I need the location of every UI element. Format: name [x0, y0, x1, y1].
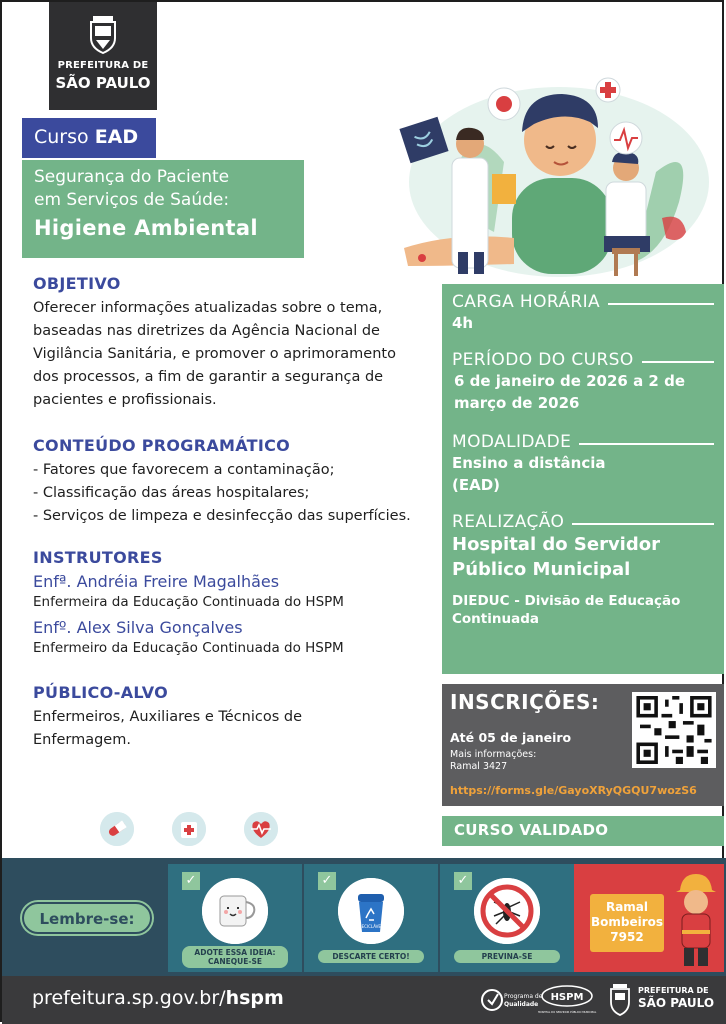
instructor-role: Enfermeiro da Educação Continuada do HSPM	[33, 640, 344, 656]
reminder-tag: DESCARTE CERTO!	[318, 950, 424, 963]
registration-box	[442, 684, 724, 806]
course-info-panel	[442, 284, 724, 674]
realizacao-label: REALIZAÇÃO	[452, 512, 565, 532]
bombeiros-line-1: Ramal	[605, 900, 649, 914]
instructor-name: Enfª. Andréia Freire Magalhães	[33, 572, 280, 591]
inscricoes-heading: INSCRIÇÕES:	[450, 690, 600, 714]
objetivo-heading: OBJETIVO	[33, 274, 121, 293]
title-line-2: em Serviços de Saúde:	[34, 190, 230, 210]
carga-label: CARGA HORÁRIA	[452, 292, 601, 312]
instructor-role: Enfermeira da Educação Continuada do HSPM	[33, 594, 344, 610]
registration-link[interactable]: https://forms.gle/GayoXRyQGQU7wozS6	[450, 784, 697, 797]
modalidade-value-1: Ensino a distância	[452, 454, 606, 472]
divider	[572, 523, 714, 525]
site-prefix: prefeitura.sp.gov.br/	[32, 987, 226, 1009]
logo-line-2: SÃO PAULO	[55, 74, 151, 92]
bin-label: RECICLÁVEL	[358, 924, 384, 929]
course-title	[22, 160, 304, 258]
heartbeat-icon	[244, 812, 278, 846]
quality-text-2: Qualidade	[504, 1001, 539, 1008]
realizacao-value-1: Hospital do Servidor	[452, 534, 660, 555]
medical-kit-icon	[172, 812, 206, 846]
site-link[interactable]	[32, 987, 284, 1009]
conteudo-list	[33, 459, 425, 528]
realizacao-sub-2: Continuada	[452, 611, 539, 627]
list-item: - Serviços de limpeza e desinfecção das superfícies.	[33, 508, 411, 524]
modalidade-label: MODALIDADE	[452, 432, 572, 452]
hspm-sub-text: HOSPITAL DO SERVIDOR PÚBLICO MUNICIPAL	[537, 1011, 597, 1014]
list-item: - Fatores que favorecem a contaminação;	[33, 462, 335, 478]
realizacao-value-2: Público Municipal	[452, 559, 631, 580]
quality-program-logo	[480, 984, 543, 1016]
bombeiros-line-2: Bombeiros	[590, 915, 664, 929]
hspm-text: HSPM	[550, 992, 584, 1003]
city-crest-icon	[87, 16, 119, 54]
instrutores-heading: INSTRUTORES	[33, 548, 163, 567]
qr-code-icon	[636, 696, 712, 764]
carga-value: 4h	[452, 314, 474, 332]
instructor	[33, 571, 425, 611]
validated-badge: CURSO VALIDADO	[442, 816, 724, 846]
publico-heading: PÚBLICO-ALVO	[33, 683, 169, 702]
recycle-bin-icon	[338, 878, 404, 944]
firefighter-icon	[672, 870, 718, 968]
footer-pref-1: PREFEITURA DE	[638, 986, 709, 995]
instructor-name: Enfº. Alex Silva Gonçalves	[33, 618, 243, 637]
divider	[642, 361, 714, 363]
bombeiros-line-3: 7952	[610, 930, 644, 944]
more-info-ramal: Ramal 3427	[450, 761, 508, 772]
tag-line-2: CANEQUE-SE	[208, 957, 262, 966]
divider	[608, 303, 714, 305]
course-type-badge	[22, 118, 156, 158]
tag-line-1: ADOTE ESSA IDEIA:	[194, 948, 276, 957]
modalidade-value-2: (EAD)	[452, 476, 501, 494]
mug-icon	[202, 878, 268, 944]
divider	[579, 443, 714, 445]
course-details	[33, 274, 425, 752]
carga-label-row	[452, 292, 724, 312]
logo-line-1: PREFEITURA DE	[57, 60, 149, 71]
periodo-value: 6 de janeiro de 2026 a 2 de março de 2026	[454, 372, 685, 412]
deadline: Até 05 de janeiro	[450, 730, 572, 745]
instructor	[33, 617, 425, 657]
title-line-1: Segurança do Paciente	[34, 167, 230, 187]
periodo-label: PERÍODO DO CURSO	[452, 350, 634, 370]
check-icon: ✓	[318, 872, 336, 890]
reminder-tag	[182, 946, 288, 968]
check-icon: ✓	[182, 872, 200, 890]
more-info-label: Mais informações:	[450, 749, 537, 760]
badge-strong: EAD	[94, 126, 139, 148]
periodo-label-row	[452, 350, 724, 370]
reminder-card-mug	[168, 864, 302, 972]
title-line-3: Higiene Ambiental	[34, 216, 258, 240]
health-illustration	[394, 62, 714, 284]
badge-prefix: Curso	[34, 126, 89, 148]
pill-icon	[100, 812, 134, 846]
qr-code[interactable]	[632, 692, 716, 768]
no-mosquito-icon	[474, 878, 540, 944]
hspm-logo	[537, 984, 597, 1016]
realizacao-label-row	[452, 512, 724, 532]
quality-text-1: Programa de	[504, 993, 543, 1000]
footer-pref-2: SÃO PAULO	[638, 996, 715, 1010]
prefeitura-logo	[49, 2, 157, 110]
conteudo-heading: CONTEÚDO PROGRAMÁTICO	[33, 436, 291, 455]
lembre-label: Lembre-se:	[22, 902, 152, 934]
modalidade-label-row	[452, 432, 724, 452]
site-strong: hspm	[225, 987, 284, 1009]
reminder-card-recycle	[304, 864, 438, 972]
objetivo-text: Oferecer informações atualizadas sobre o tema, baseadas nas diretrizes da Agência Nacional de Vigilância Sanitária, e promover o aprimoramento dos processos, a fim de garantir a segurança de pacientes e profissionais.	[33, 300, 396, 408]
reminder-card-mosquito	[440, 864, 574, 972]
list-item: - Classificação das áreas hospitalares;	[33, 485, 310, 501]
firefighters-card	[574, 864, 724, 972]
check-icon: ✓	[454, 872, 472, 890]
publico-text: Enfermeiros, Auxiliares e Técnicos de Enfermagem.	[33, 709, 303, 748]
footer	[2, 976, 726, 1024]
firefighters-extension	[590, 894, 664, 952]
city-crest-icon	[608, 984, 632, 1016]
realizacao-sub-1: DIEDUC - Divisão de Educação	[452, 593, 681, 609]
reminder-tag: PREVINA-SE	[454, 950, 560, 963]
